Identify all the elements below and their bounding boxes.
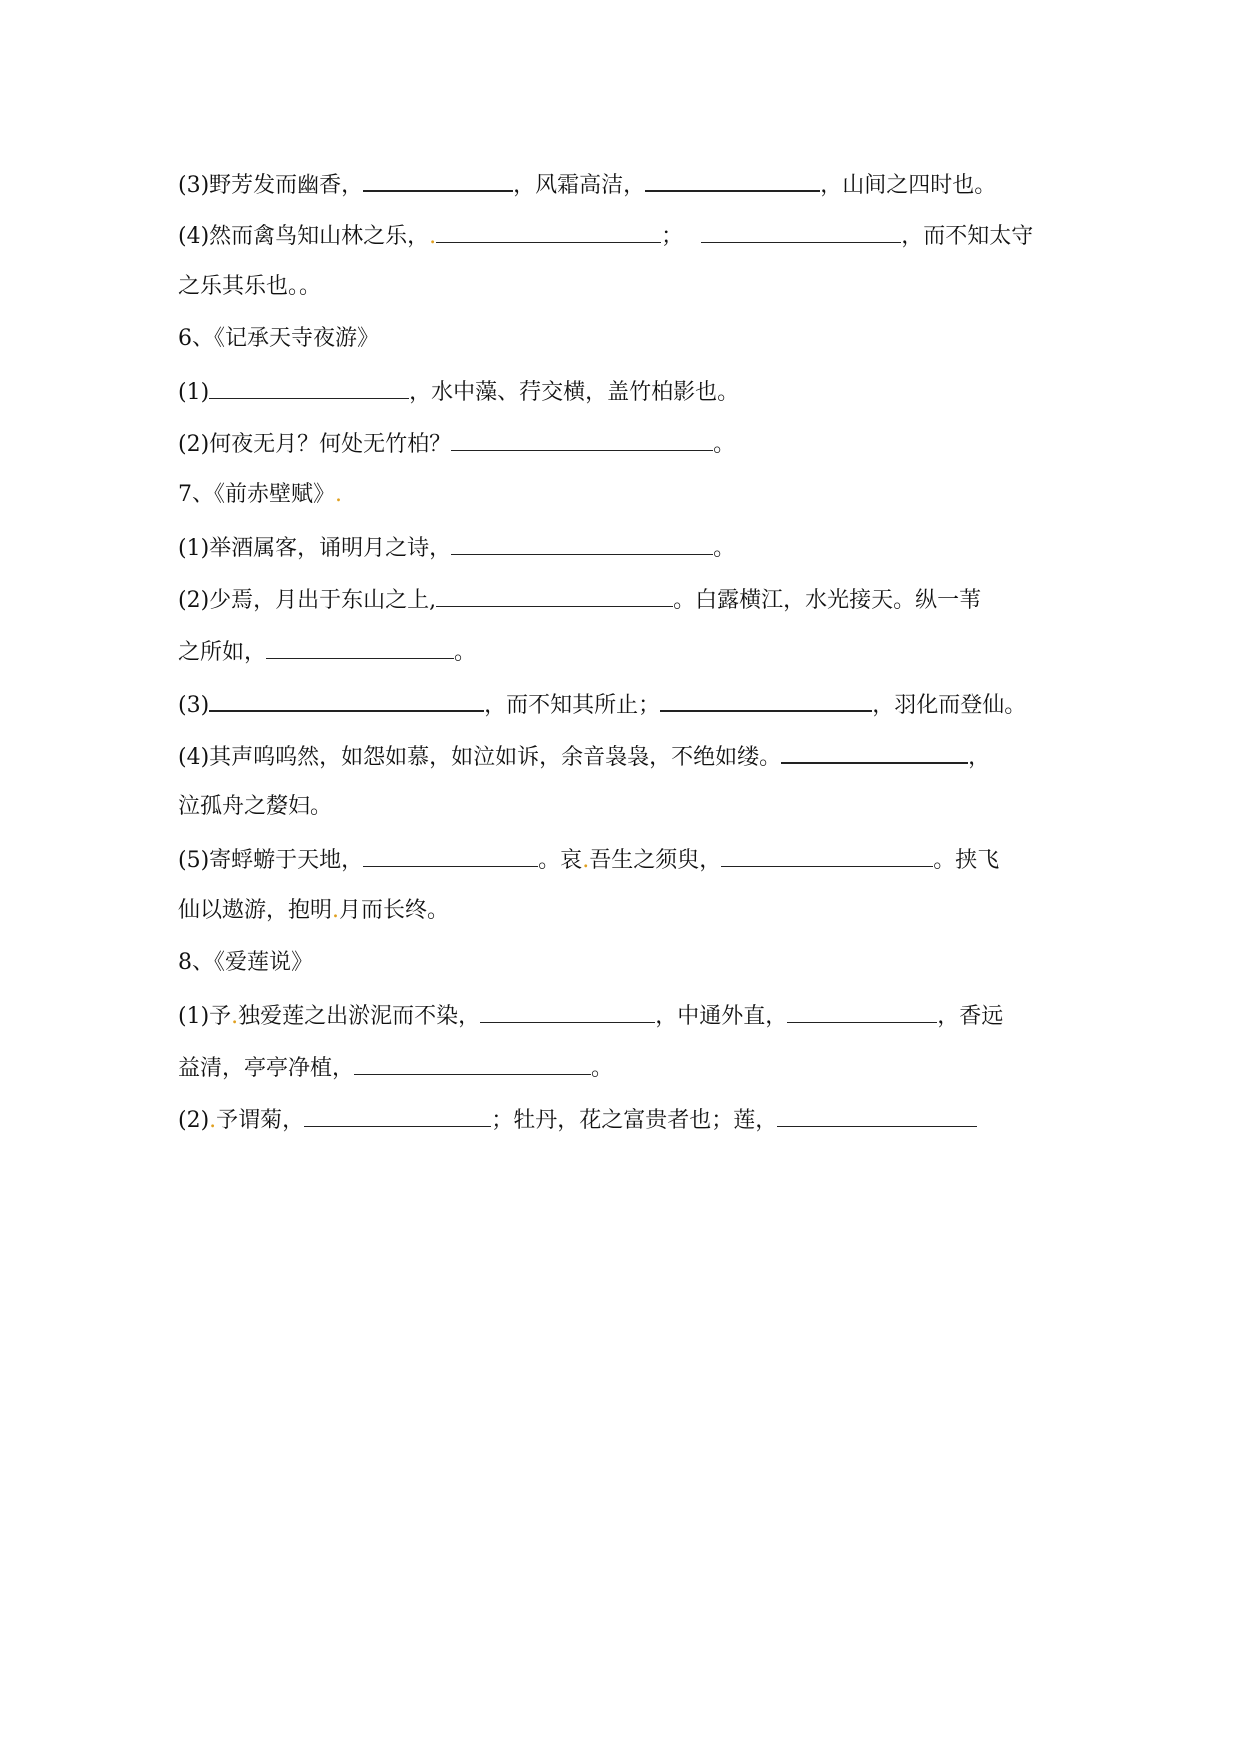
- section-heading-6: 6、《记承天寺夜游》: [178, 326, 379, 351]
- answer-blank[interactable]: [363, 844, 538, 867]
- q3-mountain-seasons: (3)野芳发而幽香， ，风霜高洁， ，山间之四时也。: [178, 168, 996, 201]
- s7-q3: (3) ，而不知其所止； ，羽化而登仙。: [178, 688, 1026, 721]
- emphasis-dot: .: [209, 1108, 217, 1133]
- s6-q2: (2)何夜无月？何处无竹柏？ 。: [178, 428, 735, 460]
- s7-q4-continuation: 泣孤舟之嫠妇。: [178, 794, 333, 819]
- answer-blank[interactable]: [436, 584, 673, 607]
- answer-blank[interactable]: [209, 688, 484, 712]
- answer-blank[interactable]: [787, 1000, 937, 1023]
- emphasis-dot: .: [582, 848, 590, 873]
- s8-q1: (1)予.独爱莲之出淤泥而不染， ，中通外直， ，香远: [178, 1000, 1003, 1032]
- emphasis-dot: .: [429, 224, 437, 249]
- answer-blank[interactable]: [701, 220, 901, 243]
- q4-birds-joy: (4)然而禽鸟知山林之乐，. ； ，而不知太守: [178, 220, 1033, 252]
- s7-q2-continuation: 之所如， 。: [178, 636, 476, 668]
- section-heading-8: 8、《爱莲说》: [178, 950, 313, 975]
- emphasis-dot: .: [332, 898, 340, 923]
- s8-q1-continuation: 益清，亭亭净植， 。: [178, 1052, 613, 1084]
- answer-blank[interactable]: [451, 428, 713, 451]
- q4-continuation: 之乐其乐也。。: [178, 274, 322, 299]
- answer-blank[interactable]: [480, 1000, 655, 1023]
- s6-q1: (1) ，水中藻、荇交横，盖竹柏影也。: [178, 376, 739, 408]
- answer-blank[interactable]: [451, 532, 713, 555]
- answer-blank[interactable]: [721, 844, 933, 867]
- s7-q5-continuation: 仙以遨游，抱明.月而长终。: [178, 898, 450, 923]
- answer-blank[interactable]: [363, 168, 513, 192]
- s8-q2: (2).予谓菊， ；牡丹，花之富贵者也；莲，: [178, 1104, 977, 1136]
- answer-blank[interactable]: [209, 376, 409, 399]
- emphasis-dot: .: [335, 482, 342, 507]
- s7-q4: (4)其声呜呜然，如怨如慕，如泣如诉，余音袅袅，不绝如缕。 ，: [178, 740, 990, 773]
- answer-blank[interactable]: [354, 1052, 591, 1075]
- s7-q5: (5)寄蜉蝣于天地， 。哀.吾生之须臾， 。挟飞: [178, 844, 999, 876]
- answer-blank[interactable]: [645, 168, 820, 192]
- answer-blank[interactable]: [436, 220, 661, 243]
- answer-blank[interactable]: [660, 688, 872, 712]
- section-heading-7: 7、《前赤壁赋》.: [178, 482, 342, 507]
- answer-blank[interactable]: [304, 1104, 491, 1127]
- emphasis-dot: .: [231, 1004, 239, 1029]
- s7-q2: (2)少焉，月出于东山之上, 。白露横江，水光接天。纵一苇: [178, 584, 981, 616]
- answer-blank[interactable]: [266, 636, 454, 659]
- answer-blank[interactable]: [781, 740, 968, 764]
- s7-q1: (1)举酒属客，诵明月之诗， 。: [178, 532, 735, 564]
- answer-blank[interactable]: [777, 1104, 977, 1127]
